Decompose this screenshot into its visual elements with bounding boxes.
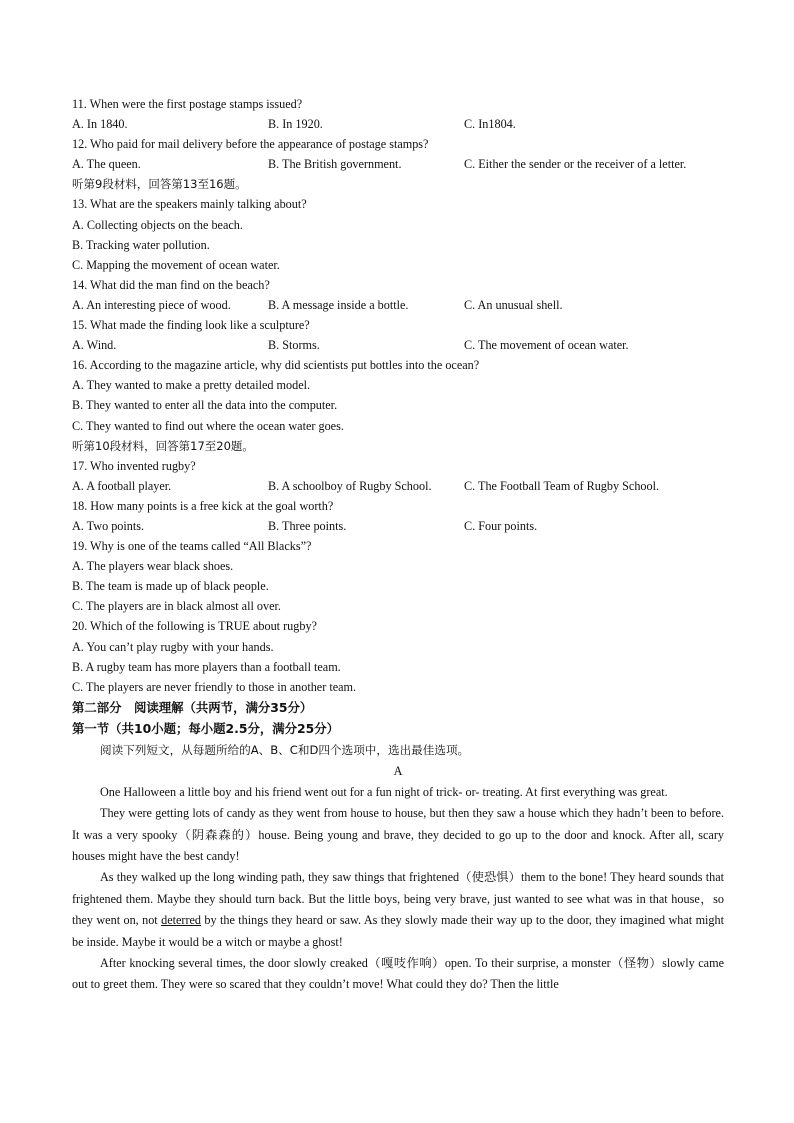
options-15 bbox=[72, 335, 724, 355]
option-a: A. They wanted to make a pretty detailed model. bbox=[72, 378, 311, 393]
option-a: A. An interesting piece of wood. bbox=[72, 297, 231, 312]
option-a: A. Wind. bbox=[72, 338, 117, 353]
paragraph-3-part-1: As they walked up the long winding path, they saw things that frightened（使恐惧）them to the bone! They heard sounds that frightened them. Maybe they should turn back. But the little boys, being very brave, just wanted to see what was in that house，so they went on, not bbox=[72, 870, 724, 928]
question-20: 20. Which of the following is TRUE about rugby? bbox=[72, 619, 317, 634]
option-b: B. The British government. bbox=[268, 157, 402, 172]
options-14 bbox=[72, 295, 724, 315]
option-b: B. A rugby team has more players than a football team. bbox=[72, 659, 341, 674]
option-c: C. The players are in black almost all over. bbox=[72, 599, 281, 614]
passage-paragraph-1: One Halloween a little boy and his friend went out for a fun night of trick- or- treating. At first everything was great. bbox=[100, 784, 668, 799]
option-b: B. Tracking water pollution. bbox=[72, 237, 210, 252]
paragraph-3-part-2: by the things they heard or saw. As they slowly made their way up to the door, they imagined what might be inside. Maybe it would be a witch or maybe a ghost! bbox=[72, 913, 725, 949]
section-10-instruction: 听第10段材料，回答第17至20题。 bbox=[72, 438, 254, 453]
option-a: A. Two points. bbox=[72, 518, 145, 533]
options-11 bbox=[72, 114, 724, 134]
question-12: 12. Who paid for mail delivery before the appearance of postage stamps? bbox=[72, 137, 429, 152]
option-c: C. Either the sender or the receiver of a letter. bbox=[464, 157, 687, 172]
passage-paragraph-4: After knocking several times, the door slowly creaked（嘎吱作响）open. To their surprise, a monster（怪物）slowly came out to greet them. They were so scared that they couldn’t move! What could they do? Then the little bbox=[72, 956, 724, 992]
option-a: A. The players wear black shoes. bbox=[72, 559, 234, 574]
option-b: B. Three points. bbox=[268, 518, 347, 533]
option-a: A. You can’t play rugby with your hands. bbox=[72, 639, 274, 654]
option-b: B. Storms. bbox=[268, 338, 320, 353]
underlined-word: deterred bbox=[161, 913, 202, 928]
question-14: 14. What did the man find on the beach? bbox=[72, 277, 270, 292]
question-16: 16. According to the magazine article, why did scientists put bottles into the ocean? bbox=[72, 358, 480, 373]
passage-label: A bbox=[393, 763, 403, 778]
exam-page bbox=[72, 94, 724, 996]
option-c: C. In1804. bbox=[464, 117, 516, 132]
option-c: C. Mapping the movement of ocean water. bbox=[72, 257, 280, 272]
option-c: C. Four points. bbox=[464, 518, 538, 533]
option-c: C. An unusual shell. bbox=[464, 297, 563, 312]
options-18 bbox=[72, 516, 724, 536]
option-b: B. A message inside a bottle. bbox=[268, 297, 409, 312]
option-c: C. They wanted to find out where the ocean water goes. bbox=[72, 418, 344, 433]
option-a: A. In 1840. bbox=[72, 117, 128, 132]
passage-paragraph-3 bbox=[72, 867, 724, 953]
section-9-instruction: 听第9段材料，回答第13至16题。 bbox=[72, 177, 247, 192]
option-c: C. The movement of ocean water. bbox=[464, 338, 629, 353]
options-17 bbox=[72, 476, 724, 496]
options-12 bbox=[72, 154, 724, 174]
option-b: B. The team is made up of black people. bbox=[72, 579, 269, 594]
option-b: B. A schoolboy of Rugby School. bbox=[268, 478, 432, 493]
part-two-title: 第二部分 阅读理解（共两节，满分35分） bbox=[72, 699, 313, 715]
option-b: B. They wanted to enter all the data into the computer. bbox=[72, 398, 338, 413]
passage-paragraph-2: They were getting lots of candy as they went from house to house, but then they saw a house which they hadn’t been to before. It was a very spooky（阴森森的）house. Being young and brave, they decided to go up to the door and knock. After all, scary houses might have the best candy! bbox=[72, 806, 724, 864]
reading-instruction: 阅读下列短文，从每题所给的A、B、C和D四个选项中，选出最佳选项。 bbox=[100, 742, 470, 757]
question-11: 11. When were the first postage stamps issued? bbox=[72, 97, 303, 111]
question-19: 19. Why is one of the teams called “All Blacks”? bbox=[72, 539, 312, 554]
option-c: C. The Football Team of Rugby School. bbox=[464, 478, 660, 493]
question-17: 17. Who invented rugby? bbox=[72, 458, 196, 473]
question-13: 13. What are the speakers mainly talking about? bbox=[72, 197, 307, 212]
question-15: 15. What made the finding look like a sculpture? bbox=[72, 318, 310, 333]
section-one-title: 第一节（共10小题；每小题2.5分，满分25分） bbox=[72, 721, 340, 737]
question-18: 18. How many points is a free kick at the goal worth? bbox=[72, 498, 334, 513]
option-b: B. In 1920. bbox=[268, 117, 323, 132]
option-a: A. Collecting objects on the beach. bbox=[72, 217, 243, 232]
option-c: C. The players are never friendly to those in another team. bbox=[72, 679, 357, 694]
option-a: A. A football player. bbox=[72, 478, 172, 493]
option-a: A. The queen. bbox=[72, 157, 141, 172]
